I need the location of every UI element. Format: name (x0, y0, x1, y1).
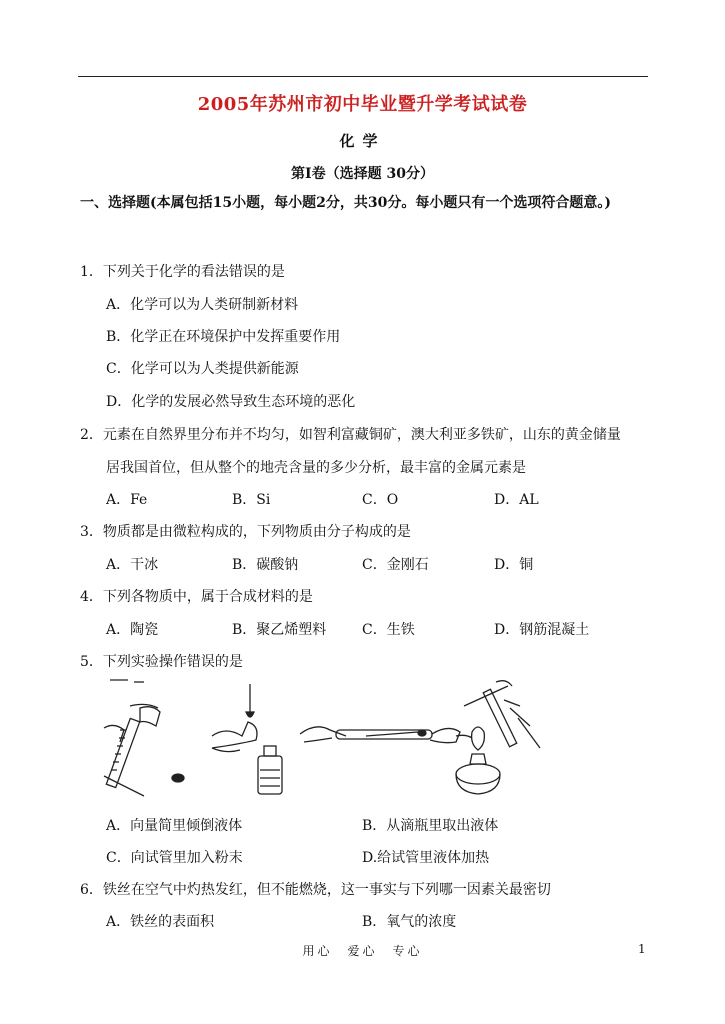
question-2-stem-continued: 居我国首位，但从整个的地壳含量的多少分析，最丰富的金属元素是 (106, 460, 526, 476)
question-4-stem: 4．下列各物质中，属于合成材料的是 (80, 589, 313, 605)
question-2-stem: 2．元素在自然界里分布并不均匀，如智利富藏铜矿，澳大利亚多铁矿，山东的黄金储量 (80, 427, 621, 443)
dropper-bottle-illustration (172, 684, 282, 794)
question-4-option-b: B．聚乙烯塑料 (232, 622, 327, 638)
exam-title: 2005年苏州市初中毕业暨升学考试试卷 (197, 94, 528, 115)
question-5-option-c: C．向试管里加入粉末 (106, 850, 243, 866)
question-2-option-d: D．AL (494, 492, 539, 508)
question-1-stem: 1．下列关于化学的看法错误的是 (80, 264, 285, 280)
question-2-option-b: B．Si (232, 492, 271, 508)
lab-operations-figure (100, 678, 560, 800)
question-6-option-a: A．铁丝的表面积 (106, 914, 215, 930)
question-2-option-a: A．Fe (106, 492, 148, 508)
question-4-option-a: A．陶瓷 (106, 622, 159, 638)
heating-test-tube-illustration (456, 681, 540, 794)
question-1-option-a: A．化学可以为人类研制新材料 (106, 297, 299, 313)
subject-heading: 化学 (339, 132, 386, 150)
header-rule (78, 76, 648, 77)
question-1-option-d: D．化学的发展必然导致生态环境的恶化 (106, 394, 356, 410)
graduated-cylinder-pouring-illustration (104, 680, 160, 796)
page-footer-motto: 用心 爱心 专心 (302, 944, 423, 958)
question-5-option-d: D.给试管里液体加热 (362, 850, 490, 866)
question-3-option-d: D．铜 (494, 557, 534, 573)
test-tube-powder-illustration (300, 727, 472, 743)
question-3-option-c: C．金刚石 (362, 557, 429, 573)
question-1-option-c: C．化学可以为人类提供新能源 (106, 361, 299, 377)
volume-heading: 第Ⅰ卷（选择题 30分） (291, 166, 434, 182)
question-4-option-d: D．钢筋混凝土 (494, 622, 590, 638)
section-instructions: 一、选择题(本属包括15小题，每小题2分，共30分。每小题只有一个选项符合题意。) (80, 195, 611, 211)
question-3-stem: 3．物质都是由微粒构成的，下列物质由分子构成的是 (80, 524, 411, 540)
question-5-stem: 5．下列实验操作错误的是 (80, 654, 243, 670)
question-3-option-b: B．碳酸钠 (232, 557, 299, 573)
question-3-option-a: A．干冰 (106, 557, 159, 573)
page-number: 1 (638, 942, 646, 956)
question-6-option-b: B．氧气的浓度 (362, 914, 457, 930)
question-4-option-c: C．生铁 (362, 622, 415, 638)
question-5-option-b: B．从滴瓶里取出液体 (362, 818, 499, 834)
question-5-option-a: A．向量简里倾倒液体 (106, 818, 243, 834)
question-2-option-c: C．O (362, 492, 399, 508)
question-6-stem: 6．铁丝在空气中灼热发红，但不能燃烧，这一事实与下列哪一因素关最密切 (80, 882, 551, 898)
question-1-option-b: B．化学正在环境保护中发挥重要作用 (106, 329, 341, 345)
